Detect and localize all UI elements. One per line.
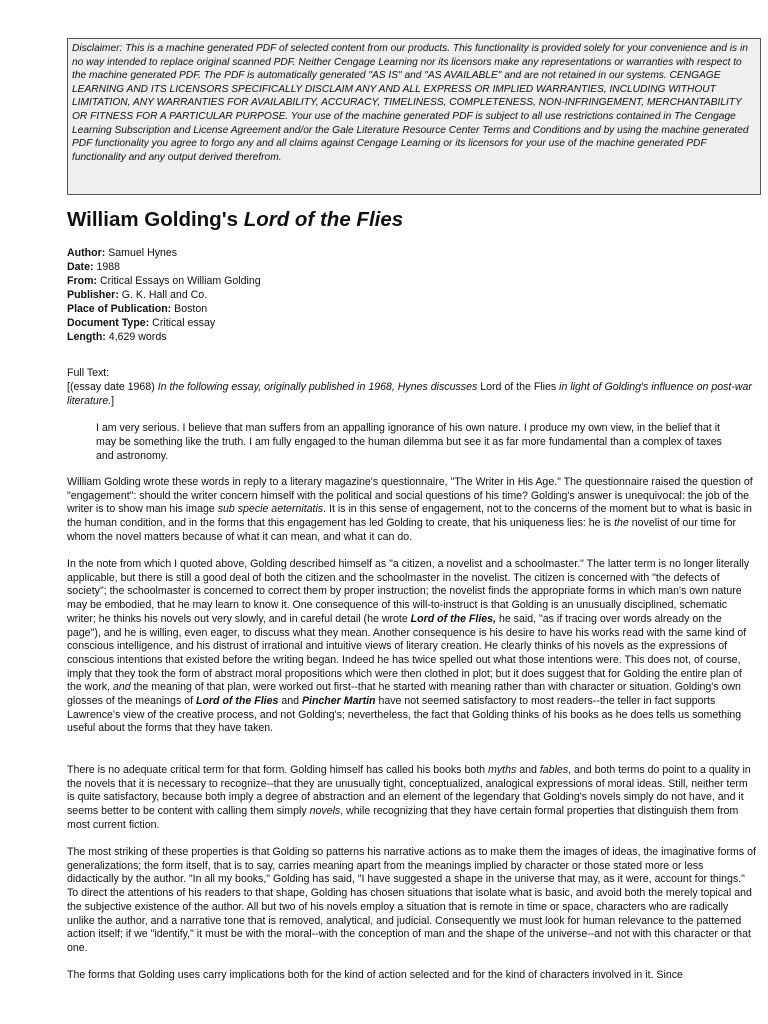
paragraph-4: The most striking of these properties is that Golding so patterns his narrative actions as to make them the images of ideas, the imaginative forms of generalizations; the form itself, that is to say, carries meaning apart from the meanings implied by character or those stated more or less didactically by the author. "In all my books," Golding has said, "I have suggested a shape in the universe that may, as it were, account for things." To direct the attentions of his readers to that shape, Golding has chosen situations that isolate what is basic, and avoid both the merely topical and the subjective existence of the author. All but two of his novels employ a situation that is remote in time or space, characters who are radically unlike the author, and a narrative tone that is removed, analytical, and judicial. Consequently we must look for human relevance to the patterned action itself; if we "identify," it must be with the moral--with the conception of man and the shape of the universe--and not with this character or that one. <box>67 846 756 954</box>
text-run: William Golding wrote these words in reply to a literary magazine's questionnaire, "The Writer in His Age." The questionnaire raised the question of "engagement": should the writer concern himself with the political and social questions of his time? Golding's answer is unequivocal: the job of the writer is to show man his image <box>67 476 753 516</box>
full-text-label: Full Text: <box>67 367 110 379</box>
meta-label: Date: <box>67 261 94 273</box>
meta-author <box>67 246 727 260</box>
text-run: and <box>516 764 540 776</box>
full-text-header <box>67 366 757 408</box>
text-run: . It is in this sense of engagement, not to the concerns of the moment but to what is basic in the human condition, and in the forms that this engagement has led Golding to create, that his uniqueness lies: he is <box>67 503 752 530</box>
meta-publisher <box>67 288 727 302</box>
text-run: In the note from which I quoted above, Golding described himself as "a citizen, a novelist and a schoolmaster." The latter term is no longer literally applicable, but there is still a good deal of both the citizen and the schoolmaster in the novelist. The citizen is concerned with "the defects of society"; the schoolmaster is concerned to correct them by proper instruction; the novelist finds the appropriate forms in which man's own nature may be embodied, that he may learn to know it. One consequence of this will-to-instruct is that Golding is an unusually disciplined, schematic writer; he thinks his novels out very slowly, and in careful detail (he wrote <box>67 558 750 625</box>
text-run: he said, "as if tracing over words already on the page"), and he is willing, even eager, to discuss what they mean. Another consequence is his desire to have his works read with the same kind of conscious intelligence, and his distrust of irrational and intuitive views of literary creation. He clearly thinks of his novels as the expressions of conscious intentions that existed before the writing began. Indeed he has twice spelled out what those intentions were. This does not, of course, imply that they took the form of abstract moral propositions which were then clothed in plot; but it does suggest that for Golding the entire plan of the work, <box>67 612 747 694</box>
intro-text-end: in light of Golding's influence on post-war literature. <box>67 381 752 407</box>
text-run: novels <box>309 805 341 818</box>
text-run: have not seemed satisfactory to most readers--the teller in fact supports Lawrence's view of the creative process, and not Golding's; nevertheless, the fact that Golding thinks of his books as he does tells us something useful about the forms that they have taken. <box>67 695 742 735</box>
page-title <box>67 206 403 234</box>
meta-label: Publisher: <box>67 289 119 301</box>
title-work: Lord of the Flies <box>243 208 404 231</box>
paragraph-1 <box>67 476 757 545</box>
meta-label: Place of Publication: <box>67 303 172 315</box>
meta-value: Boston <box>174 303 208 315</box>
text-run: , while recognizing that they have certain formal properties that distinguish them from most current fiction. <box>67 805 739 831</box>
meta-value: 4,629 words <box>108 331 167 343</box>
intro-text: In the following essay, originally published in 1968, Hynes discusses <box>157 381 481 393</box>
text-run: the <box>614 517 629 530</box>
meta-length <box>67 330 727 344</box>
meta-place <box>67 302 727 316</box>
intro-work: Lord of the Flies <box>480 381 557 393</box>
meta-value: G. K. Hall and Co. <box>121 289 208 301</box>
meta-from <box>67 274 727 288</box>
title-prefix: William Golding's <box>67 208 244 231</box>
text-run: and <box>112 681 131 694</box>
meta-value: 1988 <box>96 261 121 273</box>
meta-document-type <box>67 316 727 330</box>
intro-close: ] <box>111 395 115 407</box>
meta-label: From: <box>67 275 98 287</box>
meta-date <box>67 260 727 274</box>
text-run: fables <box>539 764 569 776</box>
text-run: sub specie aeternitatis <box>217 503 324 516</box>
text-run: Lord of the Flies, <box>410 612 497 625</box>
text-run: and <box>278 695 302 708</box>
text-run: Pincher Martin <box>301 695 376 708</box>
text-run: the meaning of that plan, were worked out first--that he started with meaning rather than with character or situation. Golding's own glosses of the meanings of <box>67 681 741 708</box>
text-run: There is no adequate critical term for that form. Golding himself has called his books both <box>67 764 489 776</box>
text-run: myths <box>488 764 517 776</box>
meta-label: Length: <box>67 331 106 343</box>
disclaimer-box: Disclaimer: This is a machine generated PDF of selected content from our products. This functionality is provided solely for your convenience and is in no way intended to replace original scanned PDF. Neither Cengage Learning nor its licensors make any representations or warranties with respect to the machine generated PDF. The PDF is automatically generated "AS IS" and "AS AVAILABLE" and are not retained in our systems. CENGAGE LEARNING AND ITS LICENSORS SPECIFICALLY DISCLAIM ANY AND ALL EXPRESS OR IMPLIED WARRANTIES, INCLUDING WITHOUT LIMITATION, ANY WARRANTIES FOR AVAILABILITY, ACCURACY, TIMELINESS, COMPLETENESS, NON-INFRINGEMENT, MERCHANTABILITY OR FITNESS FOR A PARTICULAR PURPOSE. Your use of the machine generated PDF is subject to all use restrictions contained in The Cengage Learning Subscription and License Agreement and/or the Gale Literature Resource Center Terms and Conditions and by using the machine generated PDF functionality you agree to forgo any and all claims against Cengage Learning or its licensors for your use of the machine generated PDF functionality and any output derived therefrom. <box>67 38 761 195</box>
paragraph-2 <box>67 558 757 736</box>
meta-value: Critical Essays on William Golding <box>99 275 261 287</box>
meta-value: Critical essay <box>152 317 216 329</box>
metadata-list <box>67 246 727 344</box>
meta-label: Document Type: <box>67 317 150 329</box>
intro-date: [(essay date 1968) <box>67 381 158 393</box>
text-run: novelist of our time for whom the novel matters because of what it can mean, and what it can do. <box>67 517 736 543</box>
paragraph-3 <box>67 764 757 833</box>
text-run: Lord of the Flies <box>195 695 279 708</box>
epigraph-quote: I am very serious. I believe that man suffers from an appalling ignorance of his own nature. I produce my own view, in the belief that it may be something like the truth. I am fully engaged to the human dilemma but see it as far more fundamental than a complex of taxes and astronomy. <box>96 422 722 462</box>
meta-label: Author: <box>67 247 106 259</box>
meta-value: Samuel Hynes <box>108 247 178 259</box>
paragraph-5: The forms that Golding uses carry implications both for the kind of action selected and for the kind of characters involved in it. Since <box>67 969 683 981</box>
intro-note <box>67 380 757 408</box>
text-run: , and both terms do point to a quality in the novels that it is necessary to recognize--that they are unusually tight, conceptualized, analogical expressions of moral ideas. Still, neither term is quite satisfactory, because both imply a degree of abstraction and an element of the legendary that Golding's novels simply do not have, and it seems better to be content with calling them simply <box>67 764 751 818</box>
